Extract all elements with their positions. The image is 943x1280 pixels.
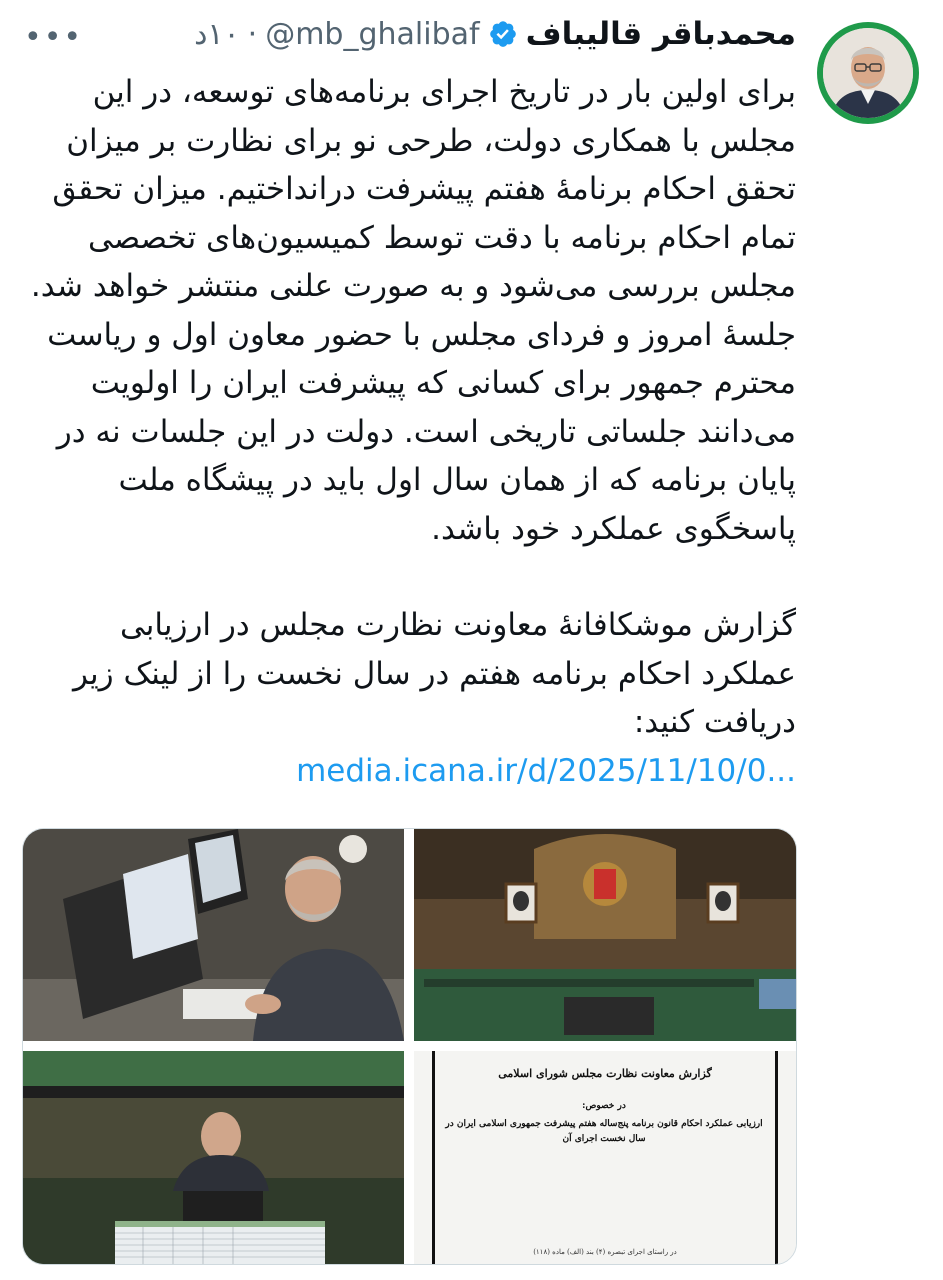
report-document-cover[interactable] bbox=[414, 1051, 796, 1264]
doc-line-1: در خصوص: bbox=[582, 1101, 626, 1111]
author-line bbox=[194, 16, 796, 52]
photo-speaker-at-desk[interactable] bbox=[23, 829, 404, 1041]
author-avatar[interactable] bbox=[817, 22, 919, 124]
photo-minister-at-podium[interactable] bbox=[23, 1051, 404, 1264]
author-handle[interactable]: @mb_ghalibaf bbox=[265, 16, 480, 52]
tweet-paragraph-2: جلسهٔ امروز و فردای مجلس با حضور معاون اول و ریاست محترم جمهور برای کسانی که پیشرفت ایران را اولویت می‌دانند جلساتی تاریخی است. دولت در این جلسات نه در پایان برنامه که از همان سال اول باید در پیشگاه ملت پاسخگوی عملکرد خود باشد. bbox=[47, 316, 796, 547]
verified-badge-icon bbox=[488, 19, 518, 49]
tweet-paragraph-3: گزارش موشکافانهٔ معاونت نظارت مجلس در ارزیابی عملکرد احکام برنامه هفتم در سال نخست را از لینک زیر دریافت کنید: bbox=[72, 607, 796, 740]
doc-border-right bbox=[775, 1051, 778, 1264]
tweet-text bbox=[20, 68, 796, 795]
tweet-link[interactable]: media.icana.ir/d/2025/11/10/0... bbox=[296, 752, 796, 789]
author-name[interactable]: محمدباقر قالیباف bbox=[525, 16, 796, 52]
doc-border-left bbox=[432, 1051, 435, 1264]
tweet-header bbox=[20, 14, 796, 58]
media-grid bbox=[22, 828, 797, 1265]
avatar-photo bbox=[823, 28, 913, 118]
doc-line-3: سال نخست اجرای آن bbox=[562, 1134, 646, 1144]
more-options-icon[interactable]: ••• bbox=[24, 20, 84, 55]
separator-dot: · bbox=[247, 16, 258, 52]
post-time[interactable]: ۱۰د bbox=[194, 16, 240, 52]
tweet-paragraph-1: برای اولین بار در تاریخ اجرای برنامه‌های توسعه، در این مجلس با همکاری دولت، طرحی نو برای نظارت بر میزان تحقق احکام برنامهٔ هفتم پیشرفت درانداختیم. میزان تحقق تمام احکام برنامه با دقت توسط کمیسیون‌های تخصصی مجلس بررسی می‌شود و به صورت علنی منتشر خواهد شد. bbox=[30, 74, 796, 304]
photo-parliament-hall[interactable] bbox=[414, 829, 796, 1041]
doc-line-2: ارزیابی عملکرد احکام قانون برنامه پنج‌ساله هفتم پیشرفت جمهوری اسلامی ایران در bbox=[445, 1119, 763, 1129]
doc-title: گزارش معاونت نظارت مجلس شورای اسلامی bbox=[498, 1067, 712, 1080]
doc-footer: در راستای اجرای تبصره (۴) بند (الف) ماده (۱۱۸) bbox=[533, 1248, 677, 1256]
